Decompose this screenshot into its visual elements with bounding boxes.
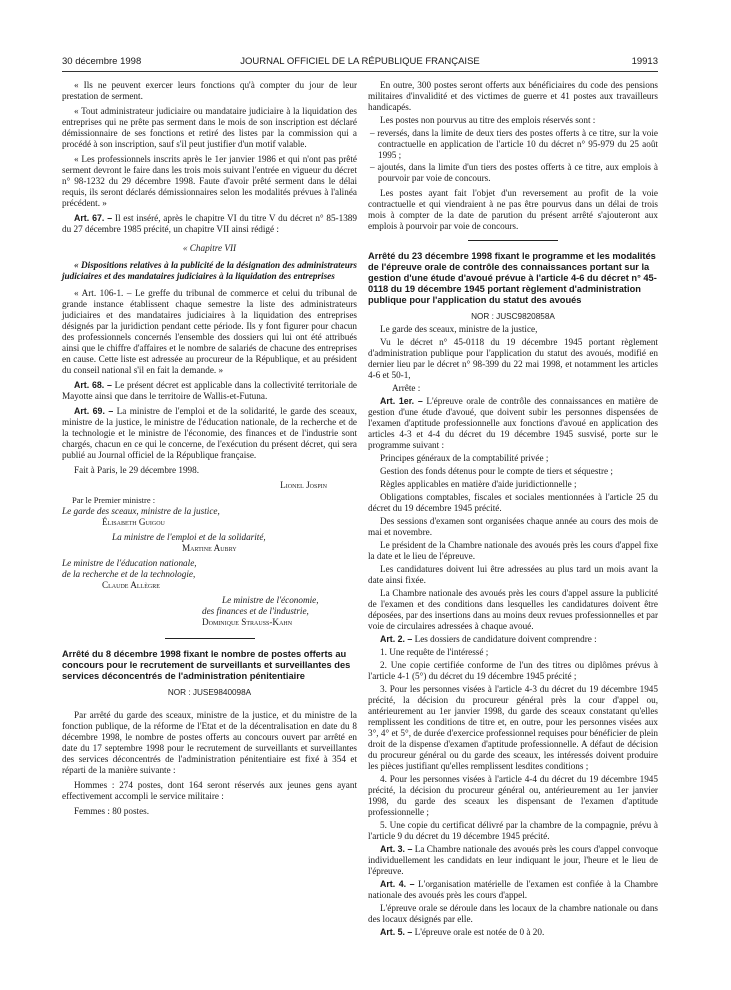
signature-aubry: Martine Aubry bbox=[182, 543, 237, 553]
minister-title: Le garde des sceaux, ministre de la justice, bbox=[62, 506, 220, 516]
paragraph: Hommes : 274 postes, dont 164 seront réservés aux jeunes gens ayant effectivement accompli le service militaire : bbox=[62, 780, 357, 801]
dossier-item: 1. Une requête de l'intéressé ; bbox=[380, 647, 489, 657]
paragraph: Femmes : 80 postes. bbox=[74, 806, 150, 816]
paragraph: En outre, 300 postes seront offerts aux bénéficiaires du code des pensions militaires d'invalidité et des victimes de guerre et 41 postes aux travailleurs handicapés. bbox=[368, 80, 658, 112]
header-date: 30 décembre 1998 bbox=[62, 56, 142, 67]
nor-reference: NOR : JUSC9820858A bbox=[471, 312, 555, 321]
article-text: Il est inséré, après le chapitre VI du titre V du décret n° 85-1389 du 27 décembre 1985 précité, un chapitre VII ainsi rédigé : bbox=[62, 213, 357, 234]
article-label: Art. 5. – bbox=[380, 927, 413, 937]
header-rule bbox=[62, 71, 658, 72]
article-1 bbox=[368, 396, 658, 451]
minister-title: La ministre de l'emploi et de la solidarité, bbox=[112, 532, 266, 542]
dossier-item: 2. Une copie certifiée conforme de l'un des titres ou diplômes prévus à l'article 4-1 (5°) du décret du 19 décembre 1945 précité ; bbox=[368, 660, 658, 681]
article-text: La ministre de l'emploi et de la solidarité, le garde des sceaux, ministre de la justice, le ministre de l'éducation nationale, de la recherche et de la technologie et le ministre de l'économie, des finances et de l'industrie sont chargés, chacun en ce qui le concerne, de l'exécution du présent décret, qui sera publié au Journal officiel de la République française. bbox=[62, 406, 357, 460]
article-67 bbox=[62, 213, 357, 235]
par-premier-ministre: Par le Premier ministre : bbox=[72, 495, 156, 505]
paragraph: Des sessions d'examen sont organisées chaque année au cours des mois de mai et novembre. bbox=[368, 516, 658, 537]
article-label: Art. 2. – bbox=[380, 634, 413, 644]
article-label: Art. 68. – bbox=[74, 380, 112, 390]
program-item: Règles applicables en matière d'aide juridictionnelle ; bbox=[380, 479, 577, 489]
signature-allegre: Claude Allègre bbox=[102, 580, 160, 590]
article-text: Les dossiers de candidature doivent comprendre : bbox=[412, 634, 597, 644]
header-page-number: 19913 bbox=[631, 56, 658, 67]
signature-jospin: Lionel Jospin bbox=[280, 480, 327, 490]
program-item: Gestion des fonds détenus pour le compte de tiers et séquestre ; bbox=[380, 466, 613, 476]
paragraph: Le président de la Chambre nationale des avoués près les cours d'appel fixe la date et le lieu de l'épreuve. bbox=[368, 540, 658, 561]
paragraph: Les postes ayant fait l'objet d'un reversement au profit de la voie contractuelle et qui viendraient à ne pas être pourvus dans un délai de trois mois à compter de la date de parution du présent arrêté s'ajouteront aux emplois à pourvoir par voie de concours. bbox=[368, 188, 658, 231]
article-68 bbox=[62, 380, 357, 402]
nor-reference: NOR : JUSE9840098A bbox=[167, 688, 252, 697]
minister-title: de la recherche et de la technologie, bbox=[62, 569, 196, 579]
paragraph: Le garde des sceaux, ministre de la justice, bbox=[380, 324, 538, 334]
minister-title: des finances et de l'industrie, bbox=[202, 606, 309, 616]
section-divider bbox=[468, 240, 558, 241]
dossier-item: 4. Pour les personnes visées à l'article 4-4 du décret du 19 décembre 1945 précité, la décision du procureur général ou, antérieurement au 1er janvier 1998, du garde des sceaux les dispensant de l'examen d'aptitude professionnelle ; bbox=[368, 774, 658, 817]
list-item: – ajoutés, dans la limite d'un tiers des postes offerts à ce titre, aux emplois à pourvoir par voie de concours. bbox=[370, 162, 658, 183]
paragraph: Les candidatures doivent lui être adressées au plus tard un mois avant la date ainsi fixée. bbox=[368, 564, 658, 585]
program-item: Principes généraux de la comptabilité privée ; bbox=[380, 453, 549, 463]
paragraph: Vu le décret n° 45-0118 du 19 décembre 1945 portant règlement d'administration publique pour l'application du statut des avoués, modifié en dernier lieu par le décret n° 98-399 du 22 mai 1998, et notamment les articles 4-6 et 50-1, bbox=[368, 337, 658, 380]
article-label: Art. 67. – bbox=[74, 213, 113, 223]
dossier-item: 5. Une copie du certificat délivré par la chambre de la compagnie, prévu à l'article 9 du décret du 19 décembre 1945 précité. bbox=[368, 820, 658, 841]
signature-strauss-kahn: Dominique Strauss-Kahn bbox=[202, 617, 293, 627]
article-text: Le présent décret est applicable dans la collectivité territoriale de Mayotte ainsi que dans le territoire de Wallis-et-Futuna. bbox=[62, 380, 357, 401]
paragraph: L'épreuve orale se déroule dans les locaux de la chambre nationale ou dans des locaux désignés par elle. bbox=[368, 903, 658, 924]
page-header bbox=[62, 56, 658, 70]
paragraph: « Ils ne peuvent exercer leurs fonctions qu'à compter du jour de leur prestation de serment. bbox=[62, 80, 357, 101]
left-column bbox=[62, 80, 357, 821]
article-text: La Chambre nationale des avoués près les cours d'appel convoque individuellement les candidats en leur indiquant le jour, l'heure et le lieu de l'épreuve. bbox=[368, 844, 658, 876]
paragraph: Arrête : bbox=[392, 383, 421, 393]
list bbox=[368, 128, 658, 184]
article-2 bbox=[368, 634, 658, 645]
date-line: Fait à Paris, le 29 décembre 1998. bbox=[74, 465, 200, 475]
article-3 bbox=[368, 844, 658, 877]
paragraph: « Tout administrateur judiciaire ou mandataire judiciaire à la liquidation des entreprises qui ne prête pas serment dans le mois de son inscription est déclaré démissionnaire de ses fonctions et retiré des listes par la commission qui a procédé à son inscription, sauf s'il peut justifier d'un motif valable. bbox=[62, 106, 357, 149]
dossier-item: 3. Pour les personnes visées à l'article 4-3 du décret du 19 décembre 1945 précité, la décision du procureur général près la cour d'appel ou, antérieurement au 1er janvier 1998, du garde des sceaux constatant qu'elles remplissent les conditions de titre et, en outre, pour les personnes visées aux 3°, 4° et 5°, de durée d'exercice professionnel requises pour bénéficier de plein droit de la dispense d'examen d'aptitude professionnelle. A défaut de décision du procureur général ou du garde des sceaux, les intéressés doivent produire les pièces justifiant qu'elles remplissent lesdites conditions ; bbox=[368, 684, 658, 771]
article-4 bbox=[368, 879, 658, 901]
article-label: Art. 69. – bbox=[74, 406, 114, 416]
article-label: Art. 1er. – bbox=[380, 396, 423, 406]
section-divider bbox=[165, 638, 255, 639]
paragraph: « Les professionnels inscrits après le 1er janvier 1986 et qui n'ont pas prêté serment devront le faire dans les trois mois suivant l'entrée en vigueur du décret n° 98-1232 du 29 décembre 1998. Faute d'avoir prêté serment dans le délai requis, ils seront déclarés démissionnaires selon les modalités prévues à l'alinéa précédent. » bbox=[62, 154, 357, 208]
article-5 bbox=[368, 927, 658, 938]
signature-guigou: Élisabeth Guigou bbox=[102, 517, 165, 527]
article-text: L'épreuve orale est notée de 0 à 20. bbox=[412, 927, 545, 937]
program-item: Obligations comptables, fiscales et sociales mentionnées à l'article 25 du décret du 19 décembre 1945 précité. bbox=[368, 492, 658, 513]
paragraph: Par arrêté du garde des sceaux, ministre de la justice, et du ministre de la fonction publique, de la réforme de l'Etat et de la décentralisation en date du 8 décembre 1998, le nombre de postes offerts au concours ouvert par arrêté en date du 17 septembre 1998 pour le recrutement de surveillants et surveillantes des services déconcentrés de l'administration pénitentiaire est fixé à 354 et réparti de la manière suivante : bbox=[62, 710, 357, 775]
header-journal-title: JOURNAL OFFICIEL DE LA RÉPUBLIQUE FRANÇAISE bbox=[240, 56, 480, 67]
chapter-title: « Dispositions relatives à la publicité de la désignation des administrateurs judiciaires et des mandataires judiciaires à la liquidation des entreprises bbox=[62, 260, 357, 281]
arrete-title: Arrêté du 8 décembre 1998 fixant le nombre de postes offerts au concours pour le recrutement de surveillants et surveillantes des services déconcentrés de l'administration pénitentiaire bbox=[62, 649, 351, 681]
article-label: Art. 3. – bbox=[380, 844, 413, 854]
list-item: – reversés, dans la limite de deux tiers des postes offerts à ce titre, sur la voie contractuelle en application de l'article 10 du décret n° 95-979 du 25 août 1995 ; bbox=[370, 128, 658, 160]
arrete-title: Arrêté du 23 décembre 1998 fixant le programme et les modalités de l'épreuve orale de contrôle des connaissances portant sur la gestion d'une étude d'avoué prévue à l'article 4-6 du décret n° 45-0118 du 19 décembre 1945 portant règlement d'administration publique pour l'application du statut des avoués bbox=[368, 251, 657, 305]
article-text: L'épreuve orale de contrôle des connaissances en matière de gestion d'une étude d'avoué, que doivent subir les personnes dispensées de l'examen d'aptitude professionnelle aux fonctions d'avoué en application des articles 4-3 et 4-4 du décret du 19 décembre 1945 susvisé, porte sur le programme suivant : bbox=[368, 396, 658, 450]
article-text: L'organisation matérielle de l'examen est confiée à la Chambre nationale des avoués près les cours d'appel. bbox=[368, 879, 658, 900]
paragraph: La Chambre nationale des avoués près les cours d'appel assure la publicité de l'examen et des conditions dans lesquelles les candidatures doivent être déposées, par des insertions dans au moins deux revues professionnelles et par voie de circulaires adressées à chaque avoué. bbox=[368, 588, 658, 631]
minister-title: Le ministre de l'économie, bbox=[222, 595, 319, 605]
paragraph: Les postes non pourvus au titre des emplois réservés sont : bbox=[380, 115, 596, 125]
article-label: Art. 4. – bbox=[380, 879, 415, 889]
article-69 bbox=[62, 406, 357, 461]
minister-title: Le ministre de l'éducation nationale, bbox=[62, 558, 197, 568]
article-106-1: « Art. 106-1. – Le greffe du tribunal de commerce et celui du tribunal de grande instance établissent chaque semestre la liste des administrateurs judiciaires et des mandataires judiciaires à la liquidation des entreprises désignés par la juridiction pendant cette période. Ils y font figurer pour chacun des professionnels concernés l'ensemble des dossiers qui lui ont été attribués ainsi que le chiffre d'affaires et le nombre de salariés de chacune des entreprises en cause. Cette liste est adressée au procureur de la République, et au président du conseil national s'il en fait la demande. » bbox=[62, 288, 357, 375]
right-column bbox=[368, 80, 658, 940]
chapter-heading: « Chapitre VII bbox=[182, 243, 237, 253]
